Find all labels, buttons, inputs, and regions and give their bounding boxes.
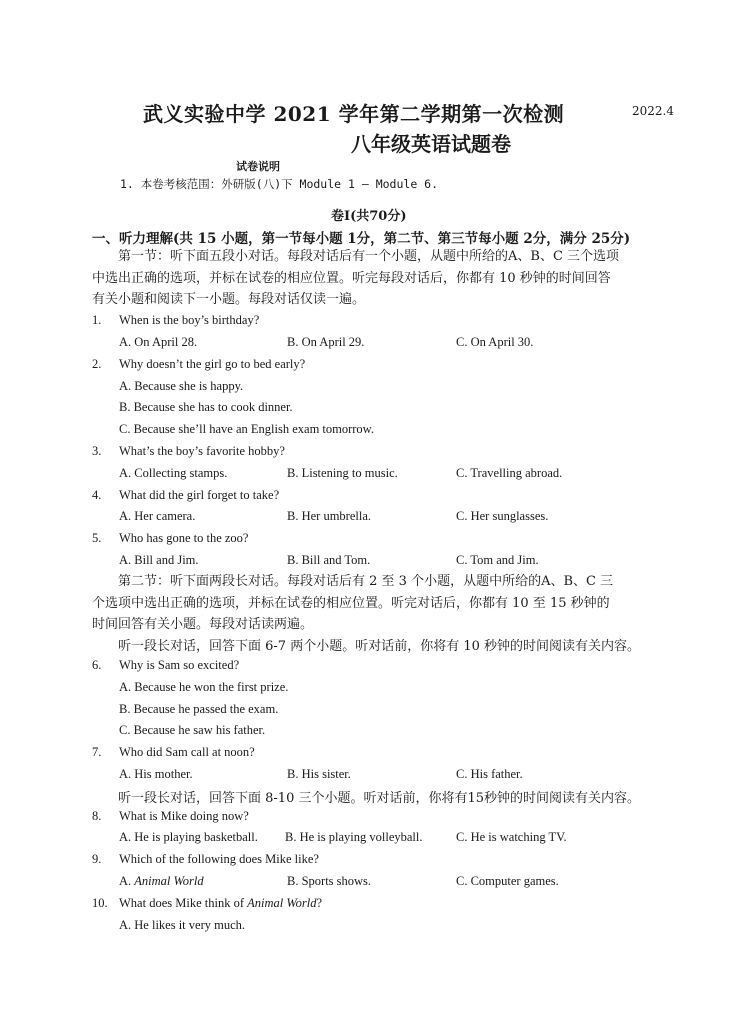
option-a: A. Her camera. (119, 509, 196, 523)
option-a (119, 874, 204, 889)
option-b: B. Because he passed the exam. (119, 702, 279, 716)
option-b: B. Because she has to cook dinner. (119, 400, 293, 414)
section-heading: 一、听力理解(共 15 小题，第一节每小题 1分，第二节、第三节每小题 2分，满分 25分) (92, 231, 631, 247)
question-text: What’s the boy’s favorite hobby? (119, 444, 285, 458)
option-c: C. Travelling abroad. (456, 466, 563, 480)
option-c: C. Her sunglasses. (456, 509, 549, 523)
question-text: What did the girl forget to take? (119, 488, 280, 502)
question (92, 658, 239, 673)
part-heading: 卷I(共70分) (331, 209, 407, 224)
question (92, 357, 305, 372)
option-a: A. Collecting stamps. (119, 466, 228, 480)
option-a-title: Animal World (134, 874, 204, 888)
option-c: C. Tom and Jim. (456, 553, 539, 567)
question-number: 5. (92, 531, 102, 545)
option-c: C. Because she’ll have an English exam tomorrow. (119, 422, 375, 436)
question-text-suffix: ? (316, 896, 323, 910)
question (92, 896, 322, 911)
instruction-note: 听一段长对话，回答下面 8-10 三个小题。听对话前，你将有15秒钟的时间阅读有关内容。 (118, 791, 641, 806)
instruction-line: 第二节：听下面两段长对话。每段对话后有 2 至 3 个小题，从题中所给的A、B、C 三 (118, 574, 614, 589)
option-a-prefix: A. (119, 874, 135, 888)
question (92, 444, 285, 459)
instruction-line: 时间回答有关小题。每段对话读两遍。 (92, 617, 314, 632)
option-a: A. On April 28. (119, 335, 198, 349)
question (92, 488, 279, 503)
question-text: Who did Sam call at noon? (119, 745, 255, 759)
question-text: Why is Sam so excited? (119, 658, 240, 672)
question-text: Who has gone to the zoo? (119, 531, 249, 545)
question-text: When is the boy’s birthday? (119, 313, 260, 327)
question-number: 8. (92, 809, 102, 823)
option-b: B. Listening to music. (287, 466, 398, 480)
question (92, 809, 249, 824)
option-a: A. Bill and Jim. (119, 553, 199, 567)
question (92, 313, 259, 328)
question-text-title: Animal World (247, 896, 317, 910)
question-number: 1. (92, 313, 102, 327)
question-text: Why doesn’t the girl go to bed early? (119, 357, 306, 371)
question (92, 531, 248, 546)
option-c: C. On April 30. (456, 335, 534, 349)
instruction-line: 第一节：听下面五段小对话。每段对话后有一个小题，从题中所给的A、B、C 三个选项 (118, 249, 620, 264)
question-number: 4. (92, 488, 102, 502)
notes-heading: 试卷说明 (236, 160, 280, 173)
question-number: 7. (92, 745, 102, 759)
question-text-prefix: What does Mike think of (119, 896, 248, 910)
notes-item: 1. 本卷考核范围：外研版(八)下 Module 1 — Module 6. (120, 177, 439, 191)
question-number: 2. (92, 357, 102, 371)
option-a: A. Because she is happy. (119, 379, 244, 393)
option-b: B. His sister. (287, 767, 351, 781)
question-number: 6. (92, 658, 102, 672)
question-text: Which of the following does Mike like? (119, 852, 319, 866)
instruction-line: 有关小题和阅读下一小题。每段对话仅读一遍。 (92, 292, 366, 307)
exam-date: 2022.4 (632, 104, 674, 118)
question (92, 852, 319, 867)
question-number: 9. (92, 852, 102, 866)
question-number: 3. (92, 444, 102, 458)
option-b: B. On April 29. (287, 335, 365, 349)
option-c: C. He is watching TV. (456, 830, 567, 844)
option-c: C. His father. (456, 767, 523, 781)
question (92, 745, 255, 760)
instruction-note: 听一段长对话，回答下面 6-7 两个小题。听对话前，你将有 10 秒钟的时间阅读有关内容。 (118, 639, 641, 654)
instruction-line: 中选出正确的选项，并标在试卷的相应位置。听完每段对话后，你都有 10 秒钟的时间回答 (92, 270, 611, 286)
instruction-line: 个选项中选出正确的选项，并标在试卷的相应位置。听完对话后，你都有 10 至 15 秒钟的 (92, 595, 610, 611)
option-c: C. Because he saw his father. (119, 723, 266, 737)
option-b: B. Sports shows. (287, 874, 372, 888)
option-b: B. He is playing volleyball. (285, 830, 423, 844)
question-text: What is Mike doing now? (119, 809, 249, 823)
option-a: A. He likes it very much. (119, 918, 246, 932)
option-c: C. Computer games. (456, 874, 559, 888)
option-a: A. His mother. (119, 767, 193, 781)
question-number: 10. (92, 896, 108, 910)
option-b: B. Bill and Tom. (287, 553, 371, 567)
section1-instructions (92, 246, 664, 311)
exam-subtitle: 八年级英语试题卷 (351, 132, 511, 156)
option-a: A. Because he won the first prize. (119, 680, 289, 694)
option-a: A. He is playing basketball. (119, 830, 258, 844)
section2-instructions (92, 571, 664, 636)
option-b: B. Her umbrella. (287, 509, 372, 523)
exam-title: 武义实验中学 2021 学年第二学期第一次检测 (143, 102, 565, 126)
